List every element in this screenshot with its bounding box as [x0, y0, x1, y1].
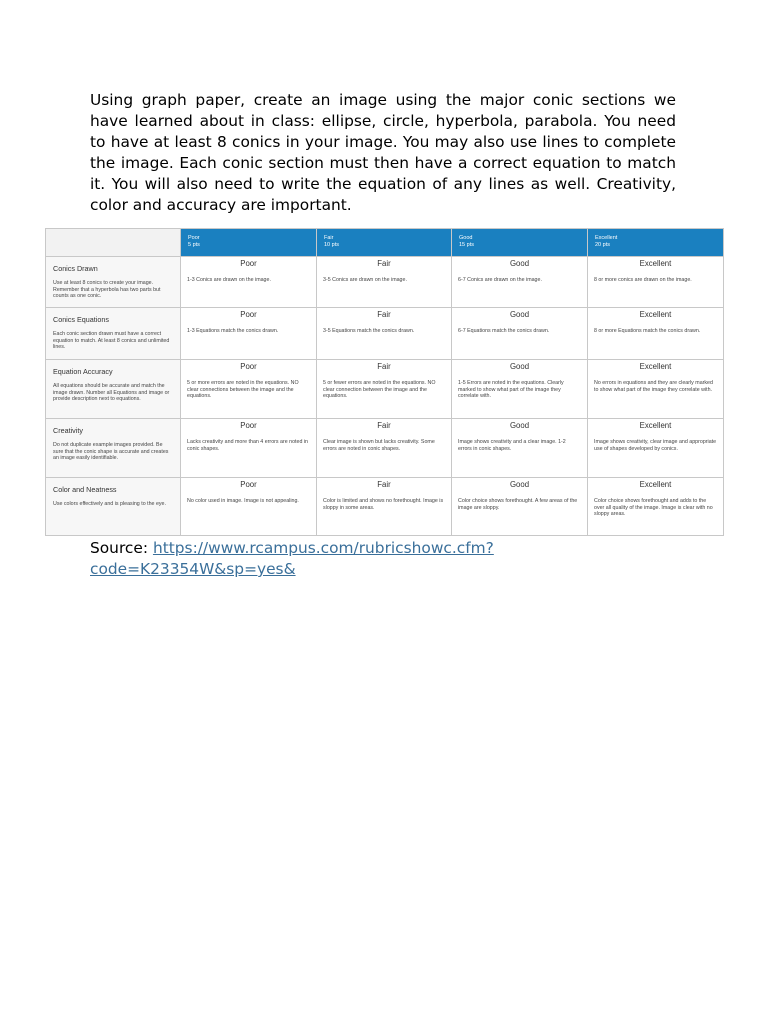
rating-cell	[588, 360, 724, 419]
rating-description: Clear image is shown but lacks creativity. Some errors are noted in conic shapes.	[323, 439, 435, 452]
criterion-description: Each conic section drawn must have a correct equation to match. At least 8 conics and unlimited lines.	[53, 331, 170, 351]
criterion-cell	[46, 308, 181, 360]
criterion-title: Equation Accuracy	[53, 367, 113, 376]
rating-level: Good	[509, 259, 530, 268]
rating-level: Poor	[240, 480, 257, 489]
rating-description: 6-7 Equations match the conics drawn.	[458, 328, 550, 334]
rubric-row-color-and-neatness	[46, 478, 724, 536]
rating-cell	[181, 360, 317, 419]
rating-cell	[317, 308, 452, 360]
rubric-header-excellent	[588, 229, 724, 257]
criterion-description: Do not duplicate example images provided. Be sure that the conic shape is accurate and creates an image easily identifiable.	[53, 442, 169, 462]
source-citation	[90, 538, 690, 580]
rating-description: 5 or fewer errors are noted in the equations. NO clear connection between the image and the equations.	[323, 380, 436, 400]
rating-description: No color used in image. Image is not appealing.	[187, 498, 299, 504]
rating-cell	[452, 478, 588, 536]
rating-description: 5 or more errors are noted in the equations. NO clear connections between the image and the equations.	[187, 380, 299, 400]
criterion-title: Creativity	[53, 426, 83, 435]
rating-description: 1-5 Errors are noted in the equations. Clearly marked to show what part of the image they correlate with.	[458, 380, 564, 400]
rating-level: Fair	[377, 480, 391, 489]
source-label: Source:	[90, 539, 149, 557]
rating-level: Excellent	[639, 259, 672, 268]
rating-description: 8 or more Equations match the conics drawn.	[594, 328, 701, 334]
rating-description: 3-5 Conics are drawn on the image.	[323, 277, 407, 283]
column-points: 10 pts	[324, 242, 339, 248]
rating-cell	[588, 308, 724, 360]
rubric-row-equation-accuracy	[46, 360, 724, 419]
rating-level: Poor	[240, 259, 257, 268]
column-points: 15 pts	[459, 242, 474, 248]
rating-cell	[181, 419, 317, 478]
criterion-title: Conics Equations	[53, 315, 109, 324]
rating-level: Fair	[377, 259, 391, 268]
rating-cell	[452, 360, 588, 419]
rating-cell	[588, 419, 724, 478]
rating-description: Lacks creativity and more than 4 errors are noted in conic shapes.	[187, 439, 309, 452]
rubric-header-poor	[181, 229, 317, 257]
rating-description: 3-5 Equations match the conics drawn.	[323, 328, 415, 334]
column-points: 20 pts	[595, 242, 610, 248]
rating-cell	[452, 419, 588, 478]
rating-level: Fair	[377, 421, 391, 430]
rating-cell	[317, 360, 452, 419]
criterion-title: Color and Neatness	[53, 485, 117, 494]
rubric-row-conics-equations	[46, 308, 724, 360]
source-link-line-1: https://www.rcampus.com/rubricshowc.cfm?	[152, 539, 494, 557]
rating-cell	[452, 257, 588, 308]
rubric-header-corner	[46, 229, 181, 257]
source-link[interactable]	[90, 539, 494, 578]
rating-level: Poor	[240, 310, 257, 319]
rating-description: 8 or more conics are drawn on the image.	[594, 277, 692, 283]
column-name: Fair	[324, 235, 334, 241]
column-name: Good	[459, 235, 473, 241]
rating-description: Image shows creativity and a clear image. 1-2 errors in conic shapes.	[458, 439, 566, 452]
column-points: 5 pts	[188, 242, 200, 248]
rating-level: Excellent	[639, 480, 672, 489]
rating-level: Good	[509, 310, 530, 319]
rubric-row-creativity	[46, 419, 724, 478]
rating-cell	[588, 257, 724, 308]
rating-cell	[181, 308, 317, 360]
criterion-description: All equations should be accurate and match the image drawn. Number all Equations and image or provide description next to equations.	[53, 383, 170, 403]
rating-level: Good	[509, 480, 530, 489]
rating-level: Good	[509, 362, 530, 371]
rating-level: Poor	[240, 421, 257, 430]
rating-level: Fair	[377, 362, 391, 371]
rating-cell	[181, 478, 317, 536]
rating-level: Excellent	[639, 421, 672, 430]
rubric-row-conics-drawn	[46, 257, 724, 308]
rating-description: Color choice shows forethought and adds to the over all quality of the image. Image is clear with no sloppy areas.	[594, 498, 713, 518]
rating-description: 1-3 Conics are drawn on the image.	[187, 277, 271, 283]
rating-cell	[181, 257, 317, 308]
rating-description: 1-3 Equations match the conics drawn.	[187, 328, 279, 334]
source-link-line-2: code=K23354W&sp=yes&	[90, 560, 296, 578]
rating-level: Excellent	[639, 362, 672, 371]
rubric-table	[45, 228, 724, 536]
rating-cell	[588, 478, 724, 536]
rubric-header-row	[46, 229, 724, 257]
rating-description: No errors in equations and they are clearly marked to show what part of the image they correlate with.	[594, 380, 713, 393]
rating-cell	[317, 257, 452, 308]
criterion-title: Conics Drawn	[53, 264, 98, 273]
rating-level: Good	[509, 421, 530, 430]
rating-cell	[452, 308, 588, 360]
rating-level: Excellent	[639, 310, 672, 319]
criterion-description: Use colors effectively and is pleasing to the eye.	[53, 501, 166, 507]
rating-description: Image shows creativity, clear image and appropriate use of shapes developed by conics.	[594, 439, 717, 452]
rating-description: Color is limited and shows no forethought. Image is sloppy in some areas.	[323, 498, 444, 511]
criterion-cell	[46, 257, 181, 308]
criterion-description: Use at least 8 conics to create your image. Remember that a hyperbola has two parts but counts as one conic.	[53, 280, 161, 300]
criterion-cell	[46, 419, 181, 478]
rating-description: 6-7 Conics are drawn on the image.	[458, 277, 542, 283]
criterion-cell	[46, 360, 181, 419]
rating-level: Fair	[377, 310, 391, 319]
criterion-cell	[46, 478, 181, 536]
rating-cell	[317, 419, 452, 478]
rating-level: Poor	[240, 362, 257, 371]
rating-cell	[317, 478, 452, 536]
column-name: Poor	[188, 235, 200, 241]
rubric-header-good	[452, 229, 588, 257]
assignment-instructions: Using graph paper, create an image using the major conic sections we have learned about in class: ellipse, circle, hyperbola, parabola. You need to have at least 8 conics in your image. You may also use lines to complete the image. Each conic section must then have a correct equation to match it. You will also need to write the equation of any lines as well. Creativity, color and accuracy are important.	[90, 91, 676, 214]
column-name: Excellent	[595, 235, 618, 241]
rubric-header-fair	[317, 229, 452, 257]
rating-description: Color choice shows forethought. A few areas of the image are sloppy.	[458, 498, 578, 511]
